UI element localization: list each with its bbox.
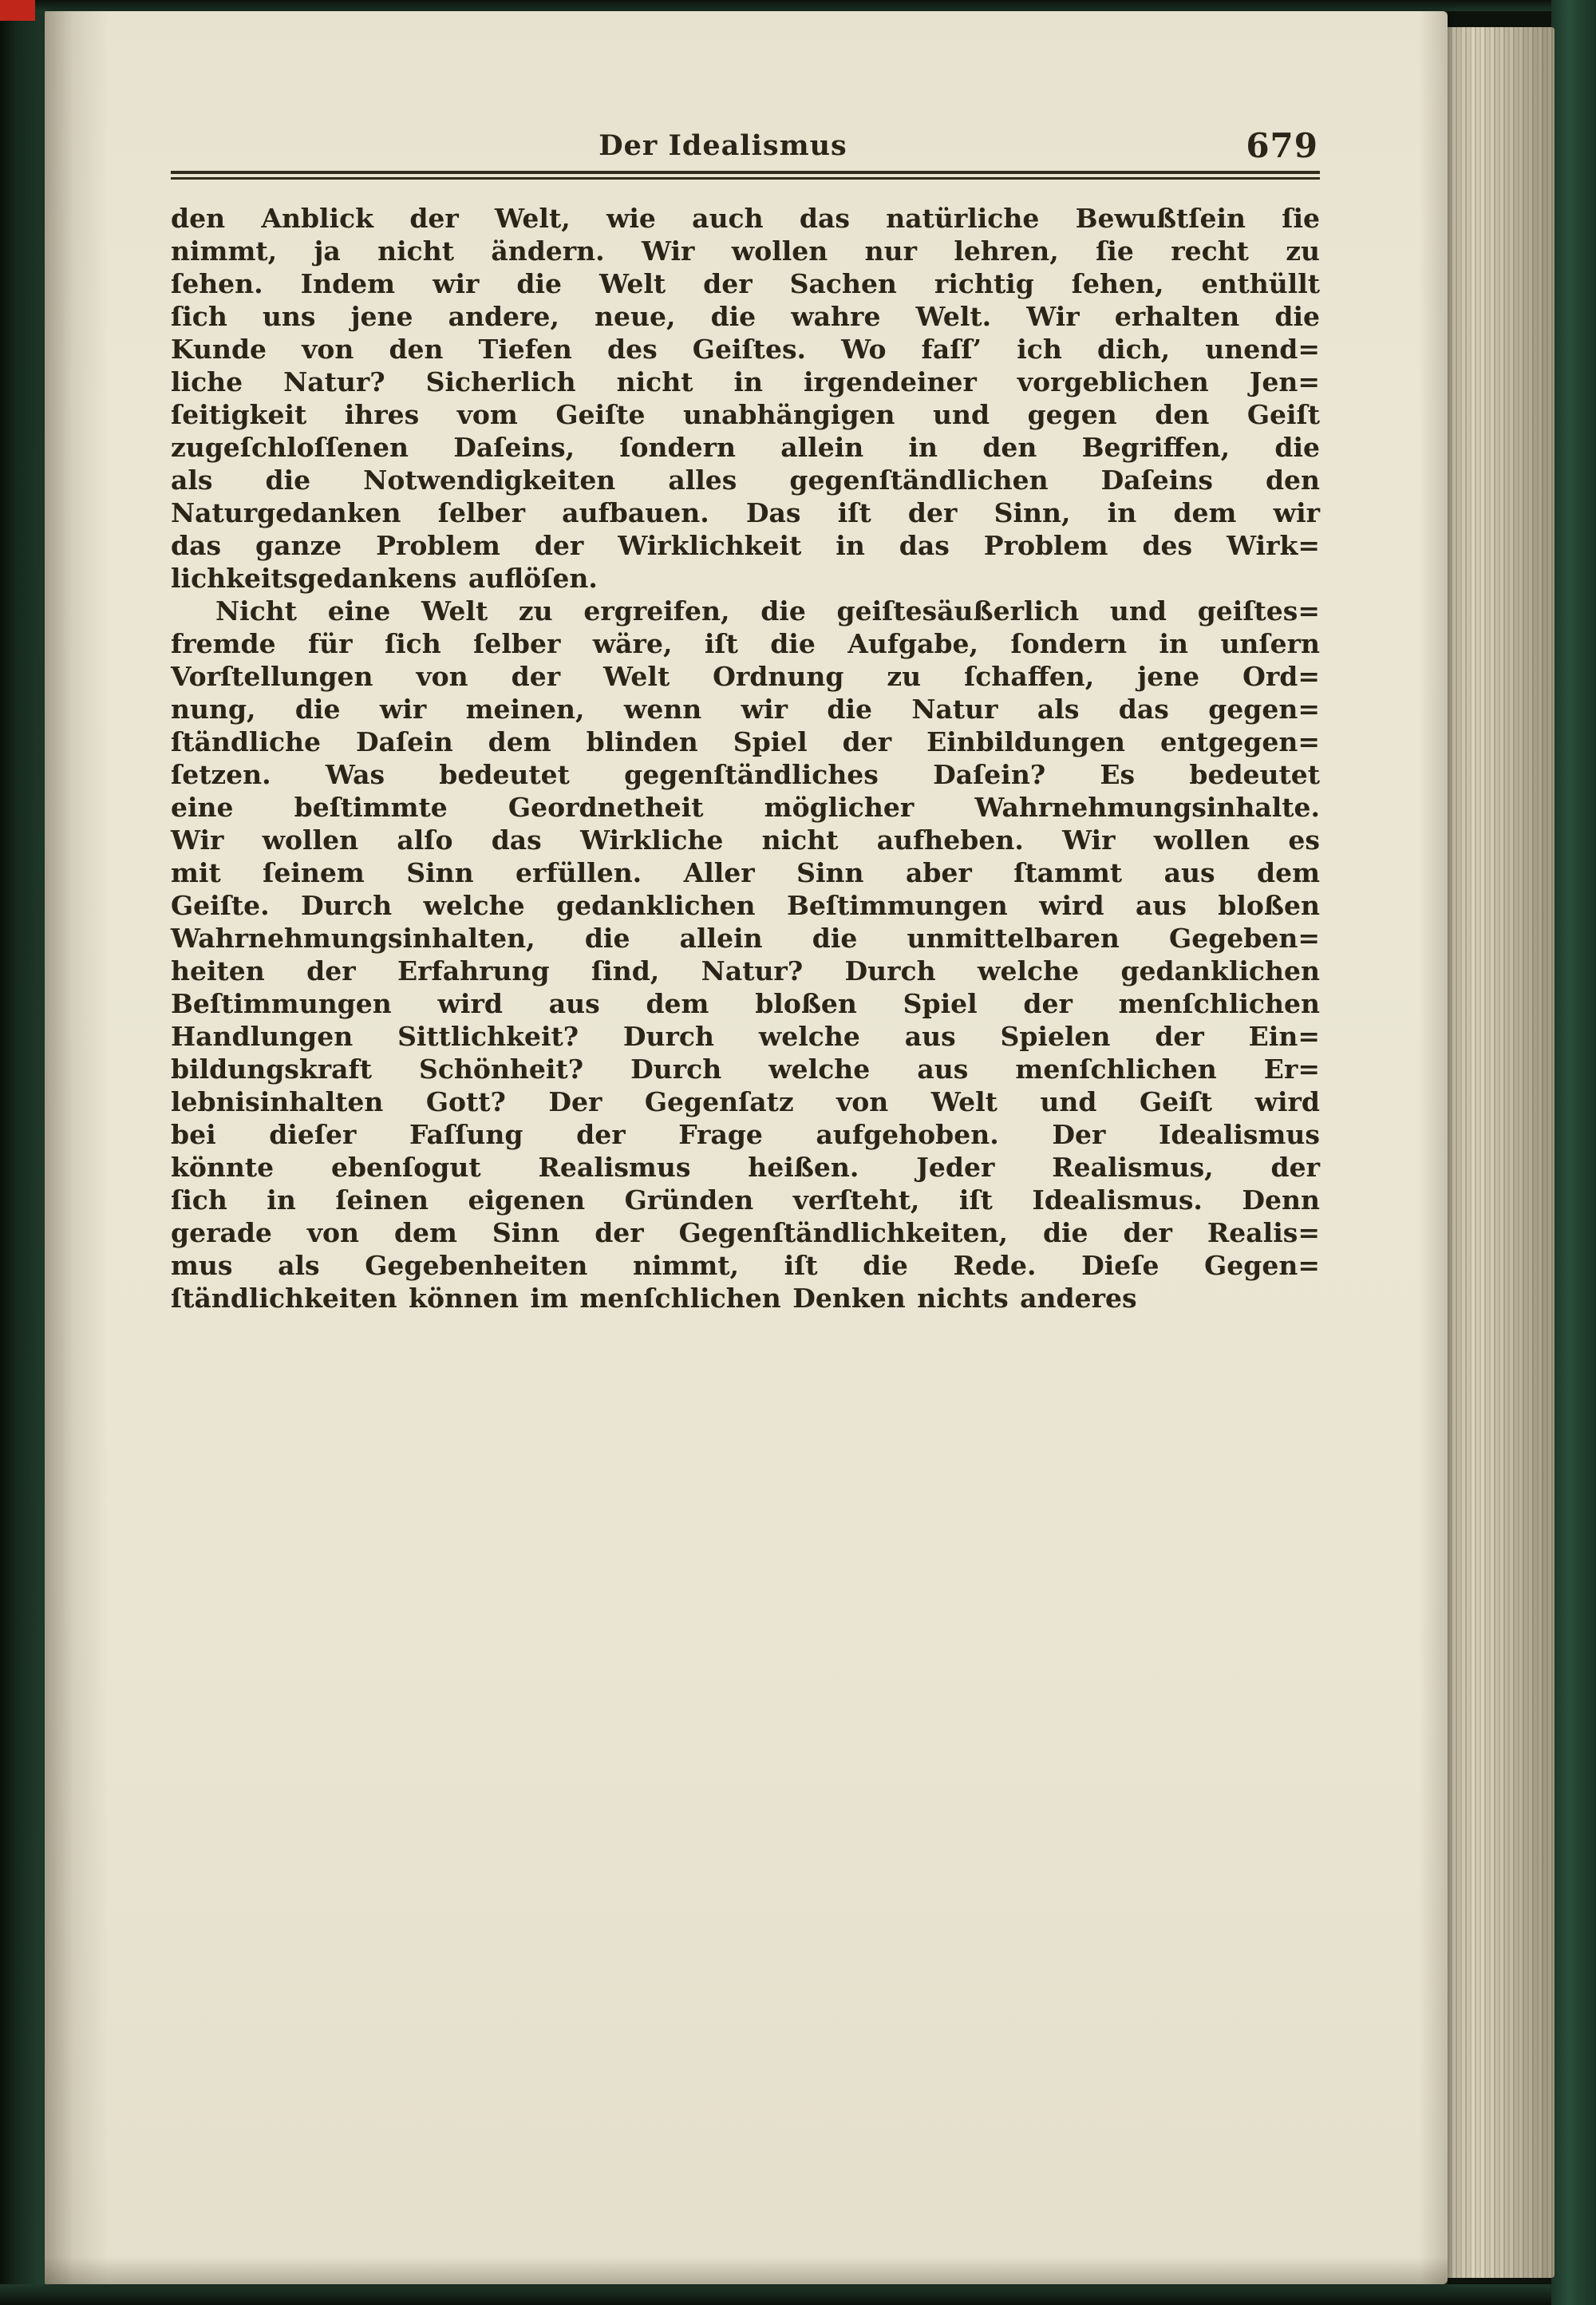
text-line: Handlungen Sittlichkeit? Durch welche aus Spielen der Ein= [171, 1021, 1320, 1052]
text-line: gerade von dem Sinn der Gegenſtändlichkeiten, die der Realis= [171, 1217, 1320, 1248]
paragraph [171, 595, 1320, 1315]
text-line: den Anblick der Welt, wie auch das natürliche Bewußtſein ſie [171, 203, 1320, 234]
text-line: Vorſtellungen von der Welt Ordnung zu ſchaffen, jene Ord= [171, 661, 1320, 692]
header-double-rule [171, 171, 1320, 180]
text-line: lichkeitsgedankens auflöſen. [171, 563, 598, 594]
book-cover-bottom-edge [0, 2284, 1596, 2305]
body-text [171, 202, 1320, 1315]
text-line: ſeitigkeit ihres vom Geiſte unabhängigen und gegen den Geiſt [171, 399, 1320, 430]
page-edges-stack [1443, 27, 1555, 2278]
running-title: Der Idealismus [598, 129, 847, 162]
text-line: könnte ebenſogut Realismus heißen. Jeder Realismus, der [171, 1152, 1320, 1183]
paragraph [171, 202, 1320, 595]
text-line: eine beſtimmte Geordnetheit möglicher Wahrnehmungsinhalte. [171, 792, 1320, 823]
red-corner-mark [0, 0, 35, 21]
text-line: das ganze Problem der Wirklichkeit in das Problem des Wirk= [171, 530, 1320, 561]
text-line: Naturgedanken ſelber aufbauen. Das iſt der Sinn, in dem wir [171, 497, 1320, 528]
text-line: zugeſchloſſenen Daſeins, ſondern allein in den Begriffen, die [171, 432, 1320, 463]
text-line: nimmt, ja nicht ändern. Wir wollen nur lehren, ſie recht zu [171, 235, 1320, 267]
text-line: mit ſeinem Sinn erfüllen. Aller Sinn aber ſtammt aus dem [171, 857, 1320, 888]
text-line: heiten der Erfahrung ſind, Natur? Durch welche gedanklichen [171, 955, 1320, 986]
text-line: nung, die wir meinen, wenn wir die Natur als das gegen= [171, 694, 1320, 725]
text-line: Wir wollen alſo das Wirkliche nicht aufheben. Wir wollen es [171, 824, 1320, 856]
page-content [171, 126, 1320, 1315]
book-cover-top-edge [0, 0, 1596, 11]
text-line: als die Notwendigkeiten alles gegenſtändlichen Daſeins den [171, 465, 1320, 496]
text-line: liche Natur? Sicherlich nicht in irgendeiner vorgeblichen Jen= [171, 366, 1320, 397]
text-line: ſich in ſeinen eigenen Gründen verſteht, iſt Idealismus. Denn [171, 1184, 1320, 1216]
text-line: fremde für ſich ſelber wäre, iſt die Aufgabe, ſondern in unſern [171, 628, 1320, 659]
text-line: Nicht eine Welt zu ergreifen, die geiſtesäußerlich und geiſtes= [215, 595, 1320, 627]
text-line: ſtändliche Daſein dem blinden Spiel der Einbildungen entgegen= [171, 726, 1320, 757]
text-line: mus als Gegebenheiten nimmt, iſt die Rede. Dieſe Gegen= [171, 1250, 1320, 1281]
text-line: ſtändlichkeiten können im menſchlichen Denken nichts anderes [171, 1283, 1137, 1314]
page-bottom-shadow [45, 2257, 1448, 2284]
text-line: Kunde von den Tiefen des Geiſtes. Wo faſſ’ ich dich, unend= [171, 334, 1320, 365]
text-line: Beſtimmungen wird aus dem bloßen Spiel der menſchlichen [171, 988, 1320, 1019]
page-header [171, 126, 1320, 171]
text-line: ſehen. Indem wir die Welt der Sachen richtig ſehen, enthüllt [171, 268, 1320, 299]
text-line: bei dieſer Faſſung der Frage aufgehoben. Der Idealismus [171, 1119, 1320, 1150]
text-line: ſich uns jene andere, neue, die wahre Welt. Wir erhalten die [171, 301, 1320, 332]
page-number: 679 [1246, 126, 1318, 165]
text-line: bildungskraft Schönheit? Durch welche aus menſchlichen Er= [171, 1054, 1320, 1085]
book-cover-left-edge [0, 0, 46, 2305]
spine-shadow [45, 11, 109, 2284]
text-line: Wahrnehmungsinhalten, die allein die unmittelbaren Gegeben= [171, 923, 1320, 954]
text-line: ſetzen. Was bedeutet gegenſtändliches Daſein? Es bedeutet [171, 759, 1320, 790]
book-page [45, 11, 1448, 2284]
text-line: Geiſte. Durch welche gedanklichen Beſtimmungen wird aus bloßen [171, 890, 1320, 921]
book-cover-right-edge [1551, 0, 1596, 2305]
text-line: lebnisinhalten Gott? Der Gegenſatz von Welt und Geiſt wird [171, 1086, 1320, 1117]
page-edge-shadow [1419, 11, 1448, 2284]
